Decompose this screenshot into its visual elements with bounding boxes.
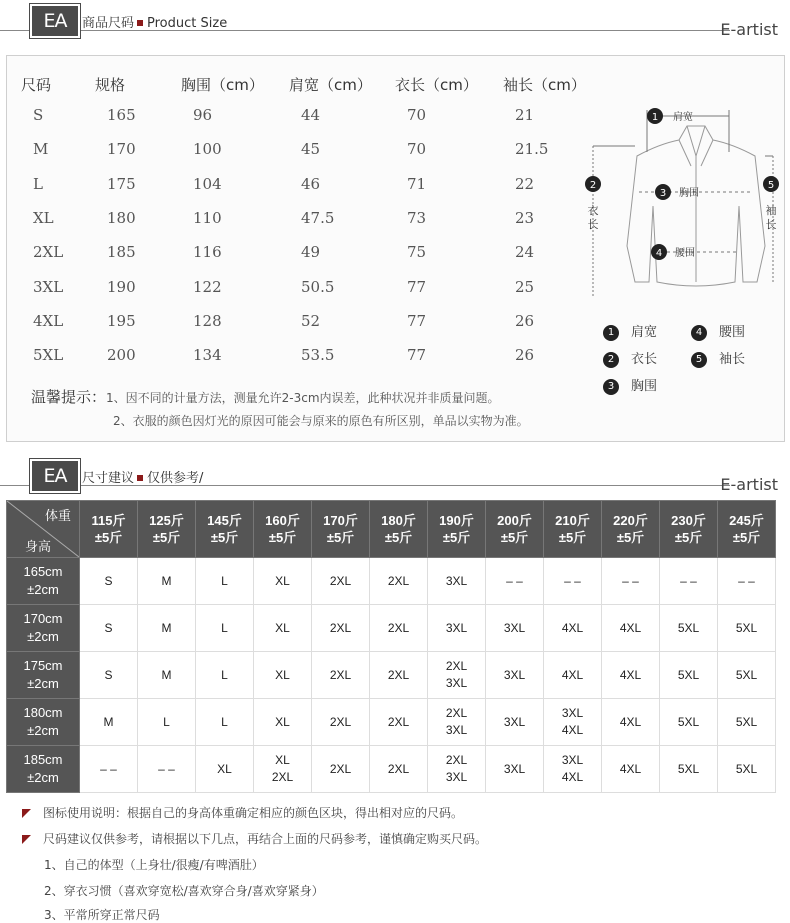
size-cell: XL — [254, 652, 312, 699]
rec-row — [7, 699, 776, 746]
size-cell: 2XL — [370, 558, 428, 605]
svg-text:长: 长 — [765, 218, 777, 231]
size-cell: 50.5 — [301, 277, 335, 296]
triangle-bullet-icon — [22, 835, 31, 844]
number-badge-icon: 2 — [603, 352, 619, 368]
size-cell: 21.5 — [515, 140, 549, 159]
size-cell: 3XL 4XL — [544, 699, 602, 746]
size-cell: 53.5 — [301, 346, 335, 365]
size-cell: 70 — [407, 140, 427, 159]
size-cell: 4XL — [602, 605, 660, 652]
svg-text:腰围: 腰围 — [675, 248, 695, 259]
corner-height-label: 身高 — [25, 539, 52, 554]
size-cell: 4XL — [544, 605, 602, 652]
title-en: Product Size — [147, 16, 228, 31]
weight-header: 210斤 ±5斤 — [544, 501, 602, 558]
size-cell: 2XL — [370, 652, 428, 699]
note-text-1: 1、因不同的计量方法，测量允许2-3cm内误差，此种状况并非质量问题。 — [106, 391, 500, 405]
footer-line-2: 尺码建议仅供参考，请根据以下几点，再结合上面的尺码参考，谨慎确定购买尺码。 — [0, 830, 487, 847]
size-cell: 5XL — [660, 699, 718, 746]
size-cell: 195 — [107, 311, 136, 330]
note-label: 温馨提示： — [31, 388, 107, 406]
note-text-2: 2、衣服的颜色因灯光的原因可能会与原来的原色有所区别，单品以实物为准。 — [113, 414, 529, 428]
size-cell: 4XL — [33, 311, 64, 330]
size-cell: S — [80, 558, 138, 605]
brand-name: E-artist — [720, 20, 778, 39]
size-panel — [6, 55, 785, 442]
legend-item — [691, 348, 745, 368]
size-cell: 128 — [193, 311, 222, 330]
section-title — [82, 467, 203, 486]
size-cell: L — [196, 558, 254, 605]
ea-logo: EA — [30, 459, 80, 493]
size-cell: 5XL — [718, 746, 776, 793]
size-recommendation-table — [6, 500, 776, 793]
size-cell: 200 — [107, 346, 136, 365]
svg-text:肩宽: 肩宽 — [673, 112, 693, 123]
section-title — [82, 12, 227, 31]
size-cell: XL — [196, 746, 254, 793]
brand-name: E-artist — [720, 475, 778, 494]
size-cell: 5XL — [660, 605, 718, 652]
size-cell: 4XL — [602, 652, 660, 699]
weight-header: 180斤 ±5斤 — [370, 501, 428, 558]
size-cell: – – — [602, 558, 660, 605]
size-cell: 5XL — [660, 652, 718, 699]
svg-text:长: 长 — [587, 218, 599, 231]
size-cell: M — [138, 652, 196, 699]
rec-row — [7, 558, 776, 605]
size-cell: 肩宽（cm） — [289, 76, 372, 94]
size-cell: 104 — [193, 174, 222, 193]
size-cell: 165 — [107, 106, 136, 124]
size-cell: 2XL 3XL — [428, 699, 486, 746]
weight-header: 190斤 ±5斤 — [428, 501, 486, 558]
size-cell: 3XL 4XL — [544, 746, 602, 793]
size-cell: 77 — [407, 346, 427, 365]
height-header: 180cm ±2cm — [7, 699, 80, 746]
size-cell: L — [196, 652, 254, 699]
size-cell: 46 — [301, 174, 321, 193]
height-header: 185cm ±2cm — [7, 746, 80, 793]
svg-text:胸围: 胸围 — [679, 188, 699, 199]
size-cell: 73 — [407, 208, 427, 227]
size-cell: 2XL — [312, 605, 370, 652]
size-cell: XL 2XL — [254, 746, 312, 793]
weight-header: 245斤 ±5斤 — [718, 501, 776, 558]
size-cell: 44 — [301, 106, 321, 124]
size-cell: 2XL 3XL — [428, 652, 486, 699]
weight-header: 170斤 ±5斤 — [312, 501, 370, 558]
svg-text:3: 3 — [659, 188, 667, 199]
size-cell: 47.5 — [301, 208, 335, 227]
size-cell: 5XL — [33, 346, 64, 365]
size-cell: – – — [80, 746, 138, 793]
height-header: 175cm ±2cm — [7, 652, 80, 699]
legend-item — [603, 321, 657, 341]
size-cell: – – — [660, 558, 718, 605]
size-cell: S — [33, 106, 44, 124]
size-cell: 49 — [301, 243, 321, 262]
weight-header: 230斤 ±5斤 — [660, 501, 718, 558]
size-cell: 3XL — [486, 652, 544, 699]
weight-header: 145斤 ±5斤 — [196, 501, 254, 558]
size-cell: 2XL — [370, 699, 428, 746]
size-cell: 77 — [407, 311, 427, 330]
size-cell: 2XL — [370, 605, 428, 652]
size-cell: 110 — [193, 208, 222, 227]
size-cell: 45 — [301, 140, 321, 159]
footer-item-3: 3、平常所穿正常尺码 — [44, 908, 160, 922]
size-cell: – – — [544, 558, 602, 605]
size-cell: L — [138, 699, 196, 746]
legend-item — [603, 375, 657, 395]
size-cell: 4XL — [544, 652, 602, 699]
size-cell: 规格 — [95, 76, 126, 94]
weight-header: 160斤 ±5斤 — [254, 501, 312, 558]
size-cell: 26 — [515, 346, 535, 365]
size-cell: 25 — [515, 277, 535, 296]
rec-row — [7, 605, 776, 652]
size-cell: 袖长（cm） — [503, 76, 586, 94]
legend-item — [603, 348, 657, 368]
legend-label: 袖长 — [719, 352, 746, 367]
rec-row — [7, 652, 776, 699]
size-cell: 尺码 — [21, 76, 52, 94]
title-b: 仅供参考/ — [147, 471, 204, 486]
size-cell: 5XL — [718, 699, 776, 746]
size-cell: S — [80, 652, 138, 699]
garment-diagram — [579, 96, 779, 316]
size-cell: 4XL — [602, 746, 660, 793]
note-line-1 — [31, 386, 500, 407]
number-badge-icon: 3 — [603, 379, 619, 395]
height-header: 170cm ±2cm — [7, 605, 80, 652]
size-cell: 2XL — [312, 746, 370, 793]
weight-header: 115斤 ±5斤 — [80, 501, 138, 558]
footer-item-2: 2、穿衣习惯（喜欢穿宽松/喜欢穿合身/喜欢穿紧身） — [44, 884, 324, 898]
size-cell: 2XL — [312, 558, 370, 605]
corner-weight-label: 体重 — [44, 508, 71, 523]
size-cell: 122 — [193, 277, 222, 296]
size-cell: 3XL — [33, 277, 64, 296]
size-cell: M — [138, 605, 196, 652]
size-cell: XL — [254, 558, 312, 605]
legend-label: 肩宽 — [631, 325, 658, 340]
size-cell: 胸围（cm） — [181, 76, 264, 94]
size-cell: 2XL — [370, 746, 428, 793]
size-cell: M — [138, 558, 196, 605]
rec-row — [7, 746, 776, 793]
size-cell: 116 — [193, 243, 222, 262]
size-cell: 5XL — [718, 605, 776, 652]
triangle-bullet-icon — [22, 809, 31, 818]
rec-header-row — [7, 501, 776, 558]
title-a: 尺寸建议 — [82, 471, 135, 486]
size-cell: 75 — [407, 243, 427, 262]
number-badge-icon: 1 — [603, 325, 619, 341]
size-cell: 2XL — [312, 652, 370, 699]
size-cell: XL — [254, 699, 312, 746]
size-cell: 3XL — [428, 558, 486, 605]
svg-text:5: 5 — [767, 180, 775, 191]
size-cell: 185 — [107, 243, 136, 262]
legend-item — [691, 321, 745, 341]
ea-logo: EA — [30, 4, 80, 38]
size-cell: 3XL — [486, 699, 544, 746]
height-header: 165cm ±2cm — [7, 558, 80, 605]
size-cell: 2XL — [312, 699, 370, 746]
corner-cell — [7, 501, 80, 558]
weight-header: 200斤 ±5斤 — [486, 501, 544, 558]
size-cell: L — [33, 174, 43, 193]
size-cell: 170 — [107, 140, 136, 159]
size-cell: 70 — [407, 106, 427, 124]
title-cn: 商品尺码 — [82, 16, 135, 31]
svg-text:1: 1 — [651, 112, 659, 123]
size-cell: 134 — [193, 346, 222, 365]
size-cell: 3XL — [486, 746, 544, 793]
size-cell: – – — [718, 558, 776, 605]
size-cell: – – — [138, 746, 196, 793]
size-cell: L — [196, 605, 254, 652]
size-cell: L — [196, 699, 254, 746]
size-cell: M — [33, 140, 49, 159]
size-cell: 23 — [515, 208, 535, 227]
size-cell: 4XL — [602, 699, 660, 746]
square-bullet-icon — [137, 20, 143, 26]
size-cell: – – — [486, 558, 544, 605]
footer-item-1: 1、自己的体型（上身壮/很瘦/有啤酒肚） — [44, 858, 264, 872]
size-cell: S — [80, 605, 138, 652]
size-cell: M — [80, 699, 138, 746]
size-cell: 77 — [407, 277, 427, 296]
legend-label: 腰围 — [719, 325, 746, 340]
number-badge-icon: 5 — [691, 352, 707, 368]
section-header-product-size — [0, 0, 790, 40]
size-cell: 22 — [515, 174, 535, 193]
size-cell: 2XL 3XL — [428, 746, 486, 793]
legend-label: 胸围 — [631, 379, 658, 394]
svg-text:2: 2 — [589, 180, 597, 191]
size-cell: 175 — [107, 174, 136, 193]
legend-label: 衣长 — [631, 352, 658, 367]
size-cell: 21 — [515, 106, 535, 124]
size-cell: 3XL — [486, 605, 544, 652]
size-cell: 100 — [193, 140, 222, 159]
number-badge-icon: 4 — [691, 325, 707, 341]
square-bullet-icon — [137, 475, 143, 481]
section-header-size-advice — [0, 455, 790, 495]
size-cell: 180 — [107, 208, 136, 227]
weight-header: 125斤 ±5斤 — [138, 501, 196, 558]
size-cell: XL — [33, 208, 54, 227]
svg-text:衣: 衣 — [587, 204, 599, 217]
svg-text:袖: 袖 — [765, 204, 777, 217]
weight-header: 220斤 ±5斤 — [602, 501, 660, 558]
svg-text:4: 4 — [655, 248, 663, 259]
size-cell: XL — [254, 605, 312, 652]
size-cell: 26 — [515, 311, 535, 330]
size-cell: 2XL — [33, 243, 64, 262]
size-cell: 5XL — [718, 652, 776, 699]
size-cell: 190 — [107, 277, 136, 296]
size-cell: 96 — [193, 106, 213, 124]
size-cell: 24 — [515, 243, 535, 262]
size-cell: 衣长（cm） — [395, 76, 478, 94]
size-cell: 71 — [407, 174, 427, 193]
size-cell: 52 — [301, 311, 321, 330]
footer-line-1: 图标使用说明：根据自己的身高体重确定相应的颜色区块，得出相对应的尺码。 — [0, 804, 463, 821]
size-cell: 3XL — [428, 605, 486, 652]
size-cell: 5XL — [660, 746, 718, 793]
